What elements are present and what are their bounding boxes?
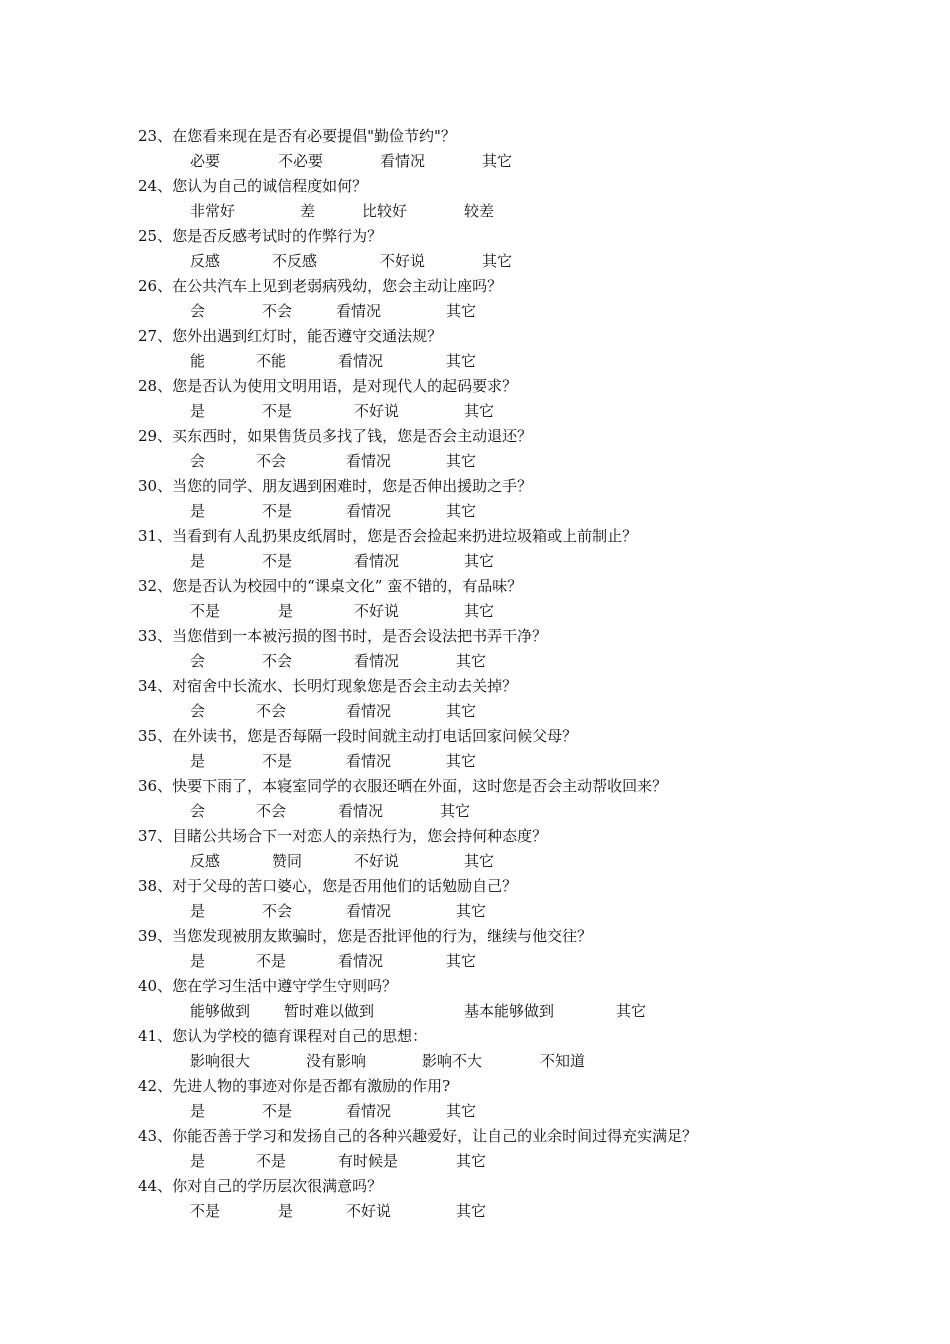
question-text: 39、当您发现被朋友欺骗时，您是否批评他的行为，继续与他交往？ (138, 927, 593, 945)
answer-option: 其它 (446, 452, 477, 470)
answer-option: 是 (190, 902, 206, 920)
answer-option: 不是 (256, 1152, 287, 1170)
question-text: 33、当您借到一本被污损的图书时，是否会设法把书弄干净？ (138, 627, 548, 645)
question-item (138, 174, 858, 224)
answer-option: 其它 (456, 902, 487, 920)
answer-option: 是 (190, 752, 206, 770)
question-item (138, 374, 858, 424)
question-text: 38、对于父母的苦口婆心，您是否用他们的话勉励自己？ (138, 877, 518, 895)
question-item (138, 524, 858, 574)
answer-option: 看情况 (346, 702, 392, 720)
answer-option: 看情况 (346, 502, 392, 520)
answer-option: 暂时难以做到 (284, 1002, 375, 1020)
answer-option: 会 (190, 802, 206, 820)
question-text: 26、在公共汽车上见到老弱病残幼，您会主动让座吗？ (138, 277, 503, 295)
answer-option: 其它 (446, 752, 477, 770)
answer-option: 看情况 (346, 902, 392, 920)
answer-option: 不好说 (354, 402, 400, 420)
question-item (138, 674, 858, 724)
question-text: 30、当您的同学、朋友遇到困难时，您是否伸出援助之手？ (138, 477, 533, 495)
answer-option: 不是 (262, 752, 293, 770)
answer-option: 影响不大 (422, 1052, 483, 1070)
answer-option: 看情况 (338, 352, 384, 370)
answer-option: 比较好 (362, 202, 408, 220)
question-text: 43、你能否善于学习和发扬自己的各种兴趣爱好，让自己的业余时间过得充实满足？ (138, 1127, 698, 1145)
answer-option: 影响很大 (190, 1052, 251, 1070)
question-item (138, 974, 858, 1024)
answer-option: 看情况 (354, 552, 400, 570)
question-text: 40、您在学习生活中遵守学生守则吗？ (138, 977, 398, 995)
answer-option: 赞同 (272, 852, 303, 870)
answer-option: 看情况 (338, 952, 384, 970)
answer-option: 不知道 (540, 1052, 586, 1070)
answer-option: 其它 (446, 302, 477, 320)
answer-option: 是 (190, 1152, 206, 1170)
answer-option: 反感 (190, 852, 221, 870)
question-text: 31、当看到有人乱扔果皮纸屑时，您是否会捡起来扔进垃圾箱或上前制止？ (138, 527, 638, 545)
question-text: 42、先进人物的事迹对你是否都有激励的作用? (138, 1077, 451, 1095)
question-item (138, 824, 858, 874)
answer-option: 必要 (190, 152, 221, 170)
question-text: 36、快要下雨了，本寝室同学的衣服还晒在外面，这时您是否会主动帮收回来？ (138, 777, 668, 795)
answer-option: 不好说 (354, 602, 400, 620)
answer-option: 不是 (262, 552, 293, 570)
answer-option: 其它 (464, 552, 495, 570)
question-item (138, 1074, 858, 1124)
answer-option: 看情况 (346, 752, 392, 770)
answer-option: 差 (300, 202, 316, 220)
question-item (138, 874, 858, 924)
answer-option: 是 (190, 1102, 206, 1120)
answer-option: 是 (190, 402, 206, 420)
answer-option: 其它 (440, 802, 471, 820)
answer-option: 其它 (446, 502, 477, 520)
answer-option: 基本能够做到 (464, 1002, 555, 1020)
question-item (138, 124, 858, 174)
answer-option: 看情况 (336, 302, 382, 320)
question-text: 44、你对自己的学历层次很满意吗？ (138, 1177, 383, 1195)
question-item (138, 474, 858, 524)
question-text: 32、您是否认为校园中的“课桌文化” 蛮不错的，有品味？ (138, 577, 523, 595)
answer-option: 其它 (464, 852, 495, 870)
answer-option: 其它 (446, 952, 477, 970)
answer-option: 不是 (262, 502, 293, 520)
question-text: 37、目睹公共场合下一对恋人的亲热行为，您会持何种态度？ (138, 827, 548, 845)
question-text: 41、您认为学校的德育课程对自己的思想： (138, 1027, 428, 1045)
answer-option: 不好说 (380, 252, 426, 270)
answer-option: 不会 (262, 652, 293, 670)
answer-option: 不会 (262, 902, 293, 920)
answer-option: 会 (190, 702, 206, 720)
question-text: 35、在外读书，您是否每隔一段时间就主动打电话回家问候父母？ (138, 727, 578, 745)
answer-option: 不是 (262, 402, 293, 420)
answer-option: 会 (190, 652, 206, 670)
question-text: 29、买东西时，如果售货员多找了钱，您是否会主动退还？ (138, 427, 533, 445)
answer-option: 不会 (256, 702, 287, 720)
answer-option: 能够做到 (190, 1002, 251, 1020)
answer-option: 能 (190, 352, 206, 370)
answer-option: 有时候是 (338, 1152, 399, 1170)
answer-option: 其它 (464, 402, 495, 420)
answer-option: 不反感 (272, 252, 318, 270)
answer-option: 其它 (616, 1002, 647, 1020)
answer-option: 会 (190, 452, 206, 470)
answer-option: 是 (190, 952, 206, 970)
question-list (138, 124, 858, 1224)
answer-option: 不是 (256, 952, 287, 970)
answer-option: 其它 (464, 602, 495, 620)
answer-option: 是 (190, 552, 206, 570)
answer-option: 其它 (482, 252, 513, 270)
answer-option: 不好说 (346, 1202, 392, 1220)
answer-option: 反感 (190, 252, 221, 270)
answer-option: 是 (278, 1202, 294, 1220)
answer-option: 是 (190, 502, 206, 520)
answer-option: 看情况 (380, 152, 426, 170)
question-item (138, 624, 858, 674)
answer-option: 看情况 (346, 452, 392, 470)
answer-option: 其它 (456, 652, 487, 670)
question-item (138, 224, 858, 274)
answer-option: 其它 (446, 1102, 477, 1120)
answer-option: 不会 (262, 302, 293, 320)
question-item (138, 774, 858, 824)
answer-option: 看情况 (354, 652, 400, 670)
answer-option: 看情况 (338, 802, 384, 820)
answer-option: 较差 (464, 202, 495, 220)
answer-option: 不会 (256, 452, 287, 470)
question-item (138, 424, 858, 474)
question-item (138, 924, 858, 974)
answer-option: 没有影响 (306, 1052, 367, 1070)
answer-option: 不是 (262, 1102, 293, 1120)
question-item (138, 1124, 858, 1174)
answer-option: 其它 (456, 1152, 487, 1170)
answer-option: 其它 (446, 352, 477, 370)
answer-option: 不会 (256, 802, 287, 820)
question-item (138, 724, 858, 774)
answer-option: 其它 (482, 152, 513, 170)
question-text: 24、您认为自己的诚信程度如何？ (138, 177, 368, 195)
answer-option: 是 (278, 602, 294, 620)
answer-option: 不好说 (354, 852, 400, 870)
answer-option: 不必要 (278, 152, 324, 170)
answer-option: 不是 (190, 1202, 221, 1220)
question-text: 28、您是否认为使用文明用语，是对现代人的起码要求？ (138, 377, 518, 395)
question-item (138, 574, 858, 624)
answer-option: 其它 (446, 702, 477, 720)
question-item (138, 274, 858, 324)
answer-option: 不能 (256, 352, 287, 370)
answer-option: 非常好 (190, 202, 236, 220)
answer-option: 不是 (190, 602, 221, 620)
answer-option: 其它 (456, 1202, 487, 1220)
answer-option: 看情况 (346, 1102, 392, 1120)
answer-option: 会 (190, 302, 206, 320)
question-text: 34、对宿舍中长流水、长明灯现象您是否会主动去关掉？ (138, 677, 518, 695)
question-item (138, 1024, 858, 1074)
question-item (138, 324, 858, 374)
question-text: 23、在您看来现在是否有必要提倡"勤俭节约"？ (138, 127, 456, 145)
question-text: 25、您是否反感考试时的作弊行为？ (138, 227, 383, 245)
question-item (138, 1174, 858, 1224)
question-text: 27、您外出遇到红灯时，能否遵守交通法规？ (138, 327, 443, 345)
